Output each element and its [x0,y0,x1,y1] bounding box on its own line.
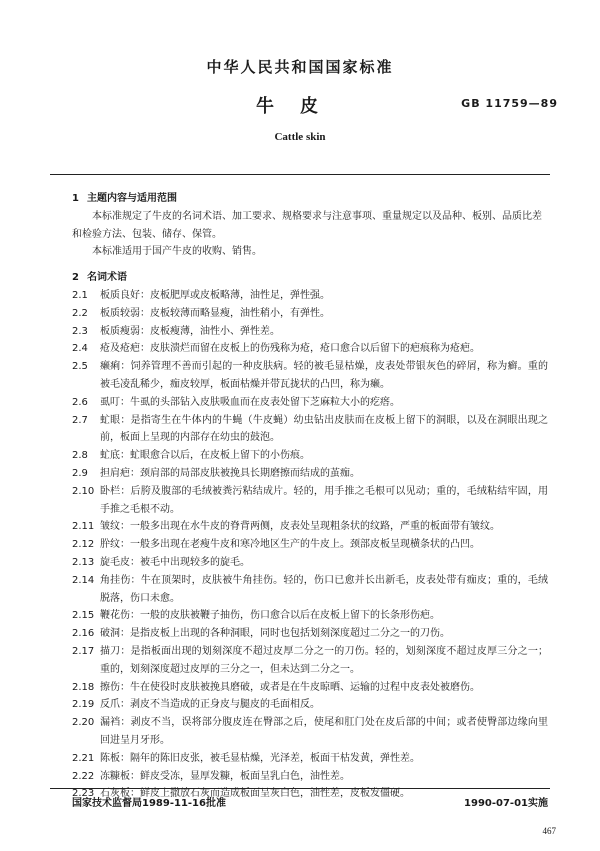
english-title: Cattle skin [274,131,326,143]
term-text: 描刀：是指板面出现的划刻深度不超过皮厚二分之一的刀伤。轻的，划刻深度不超过皮厚三分之一；重的，划刻深度超过皮厚的三分之一，但未达到二分之一。 [100,645,548,675]
term-text: 虻底：虻眼愈合以后，在皮板上留下的小伤痕。 [100,450,310,462]
term-entry [72,679,548,697]
term-number: 2.7 [72,414,88,426]
term-entry [72,518,548,536]
term-number: 2.12 [72,539,95,551]
term-entry [72,483,548,519]
term-entry [72,625,548,643]
term-number: 2.1 [72,289,88,301]
term-text: 皱纹：一般多出现在水牛皮的脊背两侧，皮表处呈现粗条状的纹路，严重的板面带有皱纹。 [100,521,500,533]
term-entry [72,305,548,323]
term-text: 冻糠板：鲜皮受冻，显厚发糠，板面呈乳白色，油性差。 [100,770,350,782]
term-entry [72,643,548,679]
term-entry [72,465,548,483]
term-entry [72,287,548,305]
paragraph: 本标准规定了牛皮的名词术语、加工要求、规格要求与注意事项、重量规定以及品种、板别、品质比差和检验方法、包装、储存、保管。 [72,210,542,240]
page-number: 467 [542,826,556,836]
section-number: 2 [72,272,79,284]
term-text: 板质较弱：皮板较薄而略显瘦，油性稍小，有弹性。 [100,307,330,319]
section-title: 名词术语 [86,272,127,284]
term-entry [72,554,548,572]
term-number: 2.15 [72,610,95,622]
section-heading [72,190,548,208]
term-number: 2.17 [72,645,95,657]
term-number: 2.11 [72,521,95,533]
document-title: 牛皮 [256,96,344,117]
term-number: 2.22 [72,770,95,782]
section-heading [72,269,548,287]
term-text: 板质良好：皮板肥厚或皮板略薄，油性足，弹性强。 [100,289,330,301]
header-divider [50,174,550,175]
term-entry [72,750,548,768]
paragraph: 本标准适用于国产牛皮的收购、销售。 [92,246,262,258]
term-text: 鞭花伤：一般的皮肤被鞭子抽伤，伤口愈合以后在皮板上留下的长条形伤疤。 [100,610,440,622]
term-text: 虱叮：牛虱的头部钻入皮肤吸血而在皮表处留下芝麻粒大小的疙瘩。 [100,396,400,408]
term-entry [72,323,548,341]
approval-note: 国家技术监督局1989-11-16批准 [72,798,226,809]
standard-org-title: 中华人民共和国国家标准 [206,58,394,76]
term-number: 2.19 [72,699,95,711]
term-number: 2.14 [72,574,95,586]
term-text: 陈板：隔年的陈旧皮张，被毛显枯燥，光泽差，板面干枯发黄，弹性差。 [100,752,420,764]
document-body [72,190,548,803]
term-entry [72,714,548,750]
term-entry [72,572,548,608]
term-number: 2.10 [72,485,95,497]
term-text: 癞痢：饲养管理不善而引起的一种皮肤病。轻的被毛显枯燥，皮表处带银灰色的碎屑，称为癣。重的被毛凌乱稀少，痂皮较厚，板面枯燥并带瓦拢状的凸凹，称为癞。 [100,361,548,390]
section-number: 1 [72,193,79,204]
term-number: 2.2 [72,307,88,319]
term-number: 2.13 [72,556,95,568]
term-text: 担肩疤：颈肩部的局部皮肤被挽具长期磨擦而结成的茧痂。 [100,467,360,479]
term-text: 反爪：剥皮不当造成的正身皮与腿皮的毛面相反。 [100,699,320,711]
term-text: 擦伤：牛在使役时皮肤被挽具磨破，或者是在牛皮晾晒、运输的过程中皮表处被磨伤。 [100,681,480,693]
term-text: 疮及疮疤：皮肤溃烂而留在皮板上的伤残称为疮，疮口愈合以后留下的疤痕称为疮疤。 [100,343,480,355]
term-number: 2.8 [72,450,88,462]
term-number: 2.9 [72,467,88,479]
term-number: 2.18 [72,681,95,693]
term-number: 2.21 [72,752,95,764]
term-number: 2.5 [72,361,88,373]
term-number: 2.20 [72,717,95,729]
term-number: 2.4 [72,343,88,355]
implementation-date: 1990-07-01实施 [464,798,548,809]
footer-divider [50,788,550,789]
term-number: 2.6 [72,396,88,408]
term-text: 肸纹：一般多出现在老瘦牛皮和寒冷地区生产的牛皮上。颈部皮板呈现横条状的凸凹。 [100,539,480,551]
term-entry [72,536,548,554]
term-entry [72,340,548,358]
term-text: 虻眼：是指寄生在牛体内的牛蝇（牛皮蝇）幼虫钻出皮肤而在皮板上留下的洞眼，以及在洞眼出现之前，板面上呈现的内部存在幼虫的鼓泡。 [100,414,548,444]
term-entry [72,358,548,394]
term-text: 角挂伤：牛在顶架时，皮肤被牛角挂伤。轻的，伤口已愈并长出新毛，皮表处带有痂皮；重的，毛绒脱落，伤口未愈。 [100,574,548,604]
term-text: 卧栏：后胯及腹部的毛绒被粪污粘结成片。轻的，用手推之毛根可以见动；重的，毛绒粘结牢固，用手推之毛根不动。 [100,485,548,515]
term-entry [72,696,548,714]
term-entry [72,447,548,465]
term-number: 2.3 [72,325,88,337]
term-number: 2.23 [72,788,95,800]
term-text: 板质瘦弱：皮板瘦薄，油性小、弹性差。 [100,325,280,337]
term-entry [72,607,548,625]
section-title: 主题内容与适用范围 [86,193,177,204]
term-entry [72,768,548,786]
term-entry [72,412,548,448]
term-number: 2.16 [72,628,95,640]
term-text: 石灰板：鲜皮上撒放石灰而造成板面呈灰白色，油性差，皮板发僵硬。 [100,788,410,800]
term-text: 破洞：是指皮板上出现的各种洞眼，同时也包括划刻深度超过二分之一的刀伤。 [100,628,450,640]
term-text: 漏裆：剥皮不当，误将部分腹皮连在臀部之后，使尾和肛门处在皮后部的中间；或者使臀部边缘向里回进呈月牙形。 [100,717,548,746]
term-text: 旋毛皮：被毛中出现较多的旋毛。 [100,556,250,568]
term-list [72,287,548,803]
standard-code: GB 11759—89 [461,97,558,110]
term-entry [72,394,548,412]
